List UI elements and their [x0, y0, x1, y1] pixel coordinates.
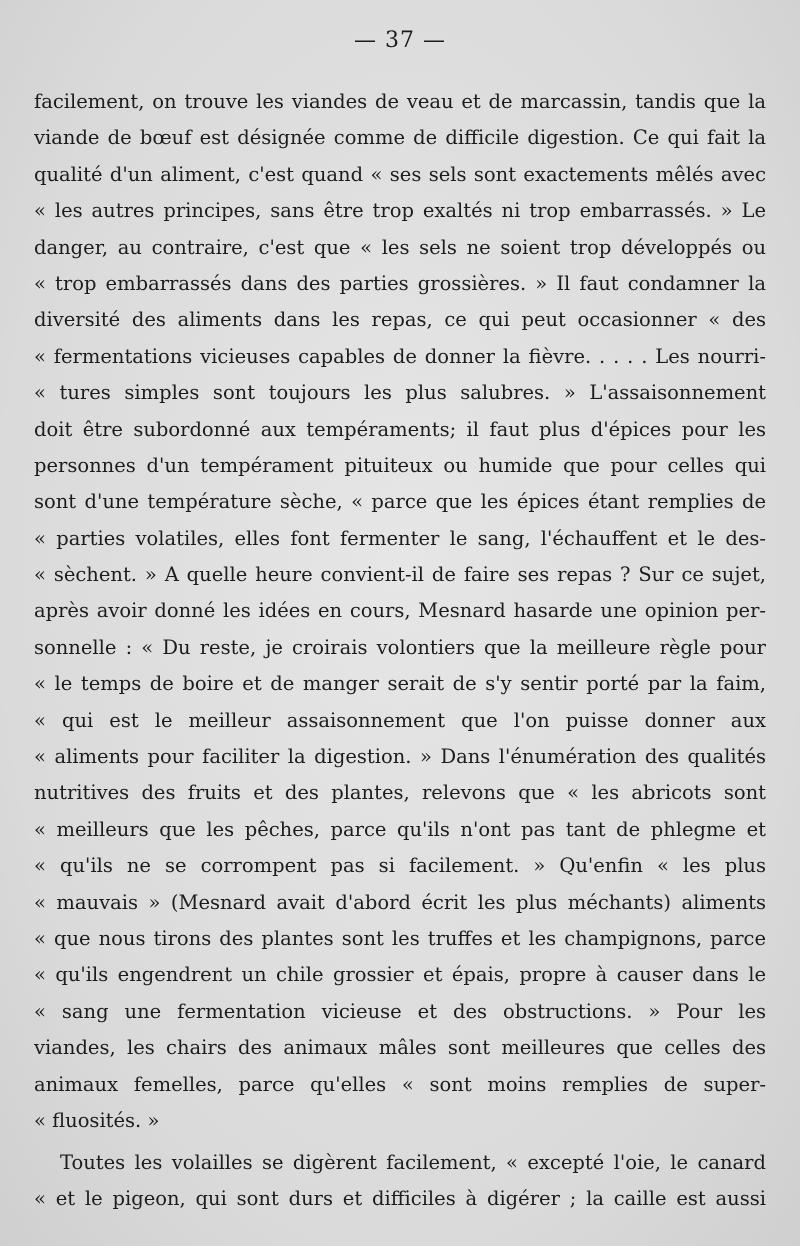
- text-line: personnes d'un tempérament pituiteux ou humide que pour celles qui: [34, 453, 766, 477]
- text-line: « mauvais » (Mesnard avait d'abord écrit les plus méchants) aliments: [34, 890, 766, 914]
- text-line: qualité d'un aliment, c'est quand « ses sels sont exactements mêlés avec: [34, 162, 766, 186]
- text-line: « qu'ils ne se corrompent pas si facilement. » Qu'enfin « les plus: [34, 854, 766, 878]
- text-line: « le temps de boire et de manger serait de s'y sentir porté par la faim,: [34, 672, 766, 696]
- text-line: facilement, on trouve les viandes de veau et de marcassin, tandis que la: [34, 90, 766, 113]
- text-line: « parties volatiles, elles font fermenter le sang, l'échauffent et le des-: [34, 526, 766, 550]
- text-line: « sèchent. » A quelle heure convient-il de faire ses repas ? Sur ce sujet,: [34, 563, 766, 587]
- text-line: doit être subordonné aux tempéraments; il faut plus d'épices pour les: [34, 417, 766, 441]
- paragraph-1: [34, 84, 766, 1139]
- text-line: « trop embarrassés dans des parties grossières. » Il faut condamner la: [34, 271, 766, 295]
- text-line: viandes, les chairs des animaux mâles sont meilleures que celles des: [34, 1036, 766, 1060]
- text-line: après avoir donné les idées en cours, Mesnard hasarde une opinion per-: [34, 599, 766, 623]
- text-line: Toutes les volailles se digèrent facilement, « excepté l'oie, le canard: [60, 1151, 766, 1174]
- text-line: « qu'ils engendrent un chile grossier et épais, propre à causer dans le: [34, 963, 766, 987]
- text-line: « sang une fermentation vicieuse et des obstructions. » Pour les: [34, 999, 766, 1023]
- text-line: « fluosités. »: [34, 1108, 160, 1132]
- page-number: — 37 —: [354, 28, 446, 53]
- text-line: danger, au contraire, c'est que « les sels ne soient trop développés ou: [34, 235, 766, 259]
- text-line: viande de bœuf est désignée comme de difficile digestion. Ce qui fait la: [34, 126, 766, 150]
- text-line: « aliments pour faciliter la digestion. » Dans l'énumération des qualités: [34, 745, 766, 769]
- text-line: « que nous tirons des plantes sont les truffes et les champignons, parce: [34, 926, 766, 950]
- text-line: « meilleurs que les pêches, parce qu'ils n'ont pas tant de phlegme et: [34, 817, 766, 841]
- text-line: diversité des aliments dans les repas, ce qui peut occasionner « des: [34, 308, 766, 332]
- text-line: « fermentations vicieuses capables de donner la fièvre. . . . . Les nourri-: [34, 344, 766, 368]
- text-line: « tures simples sont toujours les plus salubres. » L'assaisonnement: [34, 381, 766, 405]
- text-line: sont d'une température sèche, « parce que les épices étant remplies de: [34, 490, 766, 514]
- text-line: nutritives des fruits et des plantes, relevons que « les abricots sont: [34, 781, 766, 805]
- paragraph-2: [34, 1145, 766, 1218]
- text-line: animaux femelles, parce qu'elles « sont moins remplies de super-: [34, 1072, 766, 1096]
- text-line: « et le pigeon, qui sont durs et difficiles à digérer ; la caille est aussi: [34, 1187, 766, 1211]
- text-line: « les autres principes, sans être trop exaltés ni trop embarrassés. » Le: [34, 199, 766, 223]
- text-line: sonnelle : « Du reste, je croirais volontiers que la meilleure règle pour: [34, 635, 766, 659]
- text-line: « qui est le meilleur assaisonnement que l'on puisse donner aux: [34, 708, 766, 732]
